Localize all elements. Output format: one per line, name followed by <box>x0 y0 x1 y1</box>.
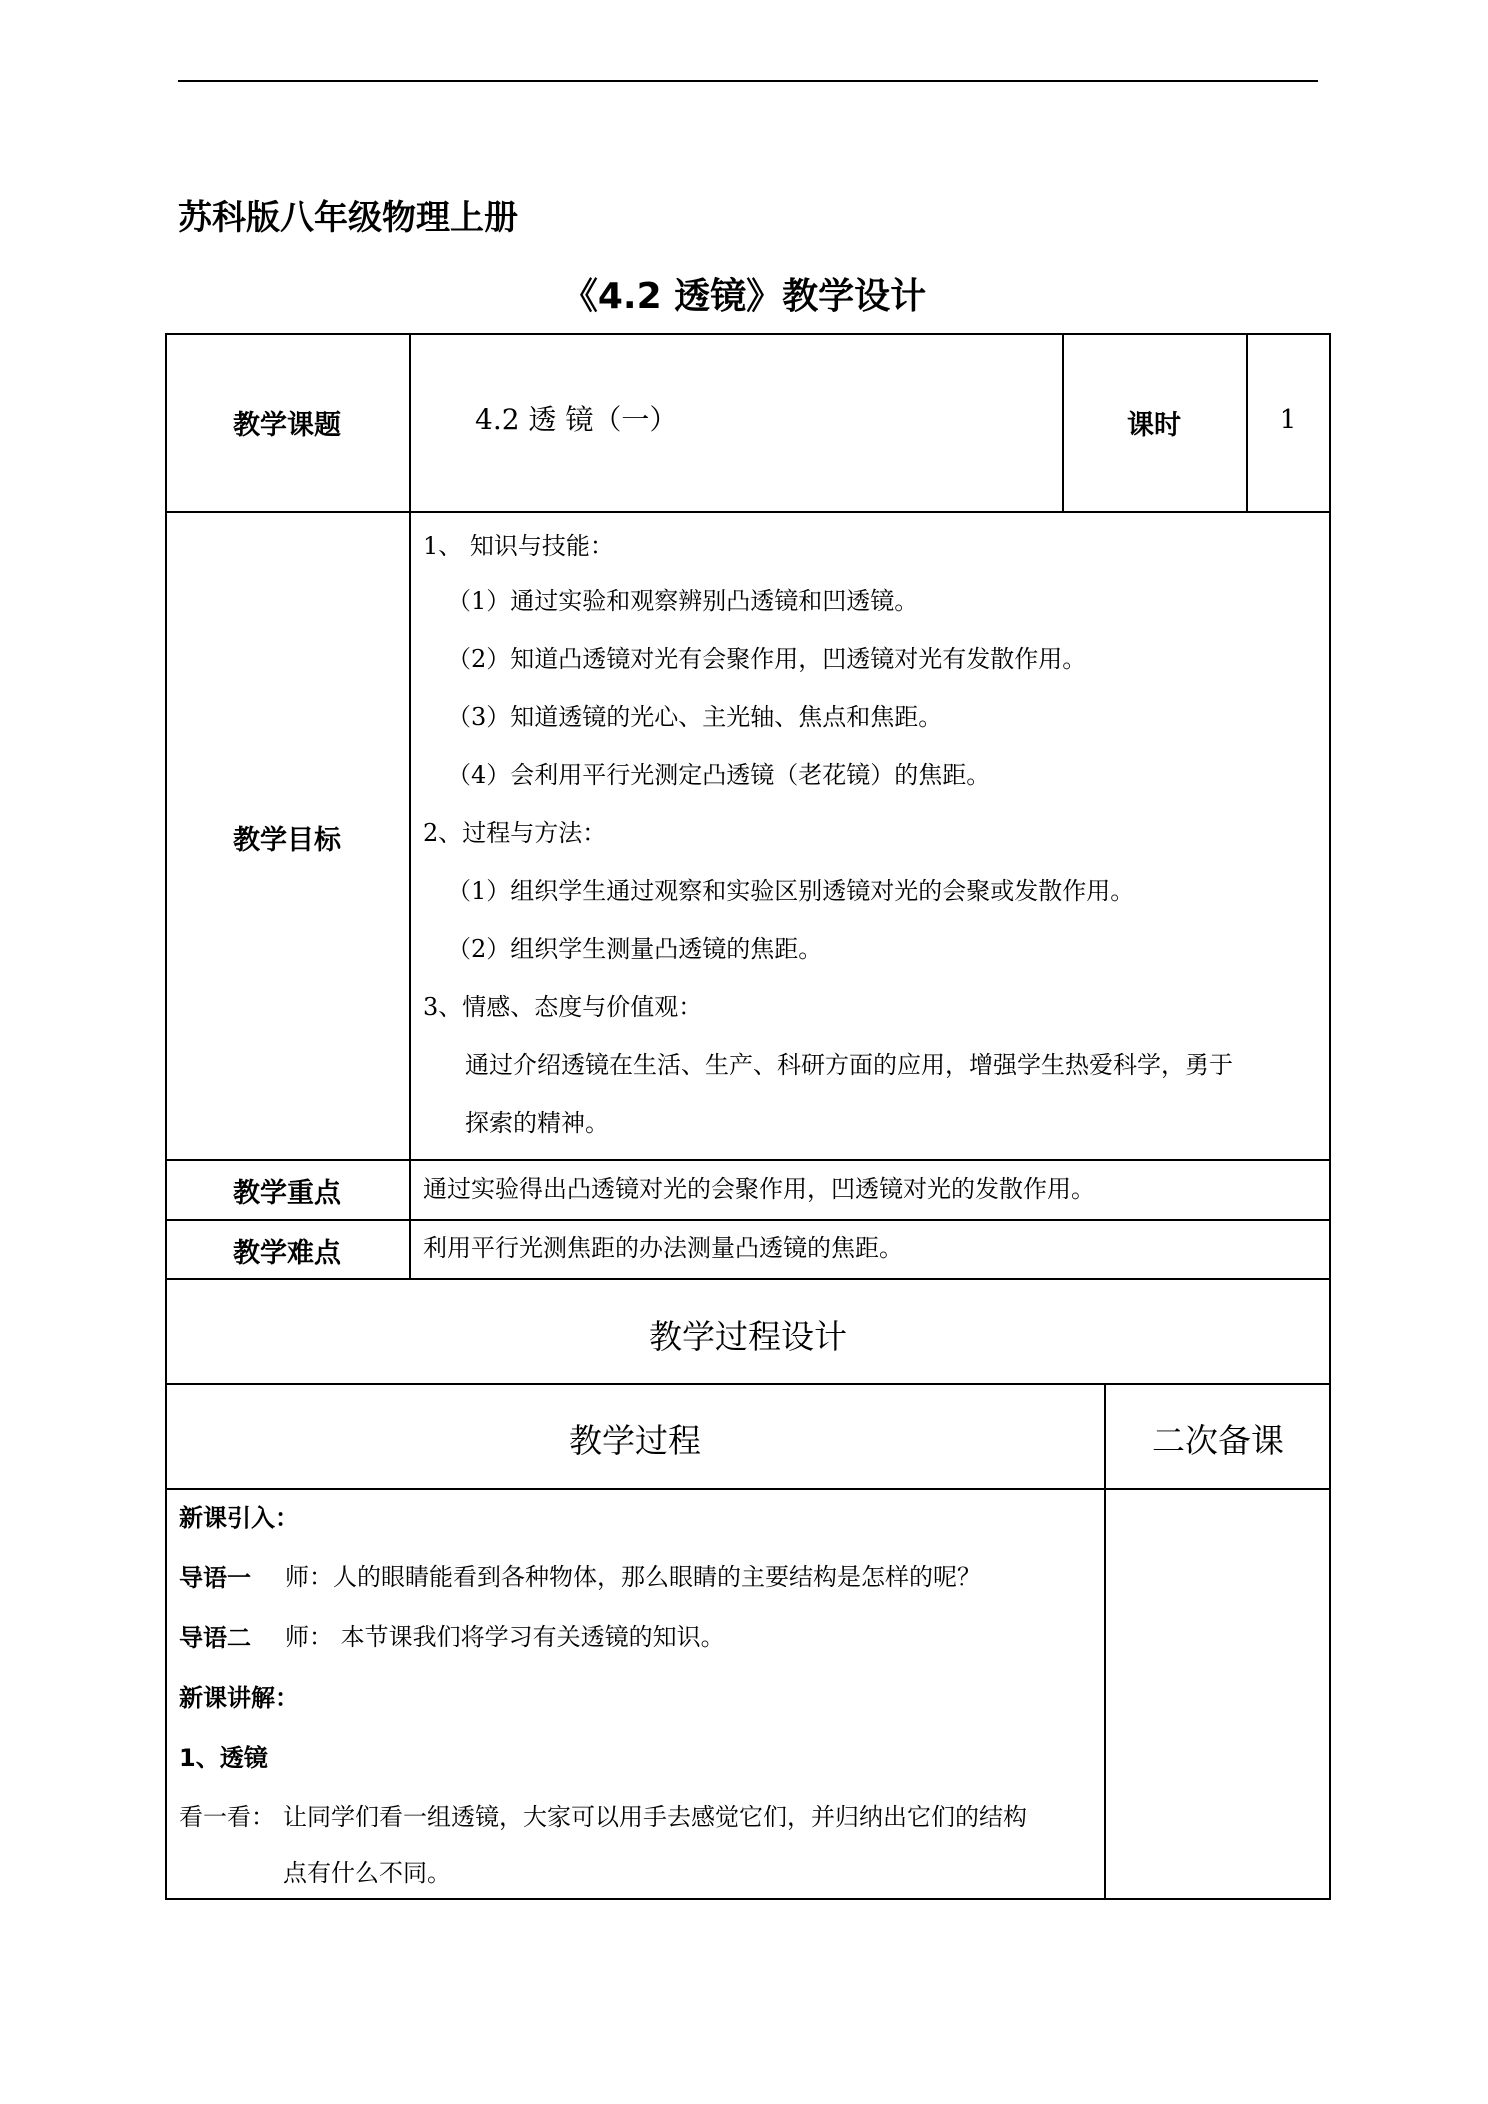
look-text-line: 让同学们看一组透镜，大家可以用手去感觉它们，并归纳出它们的结构 <box>283 1803 1027 1831</box>
lesson-plan-table <box>165 333 1331 1898</box>
row-divider <box>165 1159 1331 1161</box>
goal-line: （1）通过实验和观察辨别凸透镜和凹透镜。 <box>447 587 919 615</box>
goal-line: 3、情感、态度与价值观： <box>423 993 703 1021</box>
row-divider <box>165 1488 1331 1490</box>
table-border-right <box>1329 333 1331 1900</box>
topic-label: 教学课题 <box>233 410 341 441</box>
goal-line: 1、 知识与技能： <box>423 532 614 560</box>
goal-line: （4）会利用平行光测定凸透镜（老花镜）的焦距。 <box>447 761 991 789</box>
goals-label: 教学目标 <box>233 825 341 856</box>
look-text-line: 点有什么不同。 <box>283 1859 451 1887</box>
process-design-title: 教学过程设计 <box>649 1317 847 1356</box>
difficulty-value: 利用平行光测焦距的办法测量凸透镜的焦距。 <box>423 1234 903 1262</box>
row-divider <box>165 511 1331 513</box>
goal-line: 探索的精神。 <box>465 1109 609 1137</box>
table-border-top <box>165 333 1331 335</box>
table-border-left <box>165 333 167 1900</box>
lead-one-text: 师：人的眼睛能看到各种物体，那么眼睛的主要结构是怎样的呢？ <box>285 1563 981 1591</box>
section-one-heading: 1、透镜 <box>179 1744 268 1772</box>
explain-heading: 新课讲解： <box>179 1684 299 1712</box>
lead-two-text: 师： 本节课我们将学习有关透镜的知识。 <box>285 1623 725 1651</box>
goal-line: （2）知道凸透镜对光有会聚作用，凹透镜对光有发散作用。 <box>447 645 1087 673</box>
goal-line: （2）组织学生测量凸透镜的焦距。 <box>447 935 823 963</box>
period-label: 课时 <box>1127 410 1181 441</box>
lead-two-label: 导语二 <box>179 1624 251 1652</box>
intro-heading: 新课引入： <box>179 1504 299 1532</box>
topic-value: 4.2 透 镜（一） <box>475 403 678 436</box>
table-border-bottom <box>165 1898 1331 1900</box>
look-label: 看一看： <box>179 1803 275 1831</box>
row-divider <box>165 1383 1331 1385</box>
row-divider <box>165 1278 1331 1280</box>
row-divider <box>165 1219 1331 1221</box>
document-subtitle: 苏科版八年级物理上册 <box>178 198 518 238</box>
document-title: 《4.2 透镜》教学设计 <box>561 276 927 317</box>
goal-line: （3）知道透镜的光心、主光轴、焦点和焦距。 <box>447 703 943 731</box>
secondary-prep-column-header: 二次备课 <box>1152 1421 1284 1460</box>
header-rule <box>178 80 1318 82</box>
label-column-divider <box>409 333 411 1279</box>
key-point-value: 通过实验得出凸透镜对光的会聚作用，凹透镜对光的发散作用。 <box>423 1175 1095 1203</box>
key-point-label: 教学重点 <box>233 1178 341 1209</box>
process-column-header: 教学过程 <box>569 1421 701 1460</box>
period-value: 1 <box>1279 405 1297 435</box>
lead-one-label: 导语一 <box>179 1564 251 1592</box>
difficulty-label: 教学难点 <box>233 1238 341 1269</box>
goal-line: （1）组织学生通过观察和实验区别透镜对光的会聚或发散作用。 <box>447 877 1135 905</box>
goal-line: 2、过程与方法： <box>423 819 607 847</box>
goal-line: 通过介绍透镜在生活、生产、科研方面的应用，增强学生热爱科学，勇于 <box>465 1051 1233 1079</box>
